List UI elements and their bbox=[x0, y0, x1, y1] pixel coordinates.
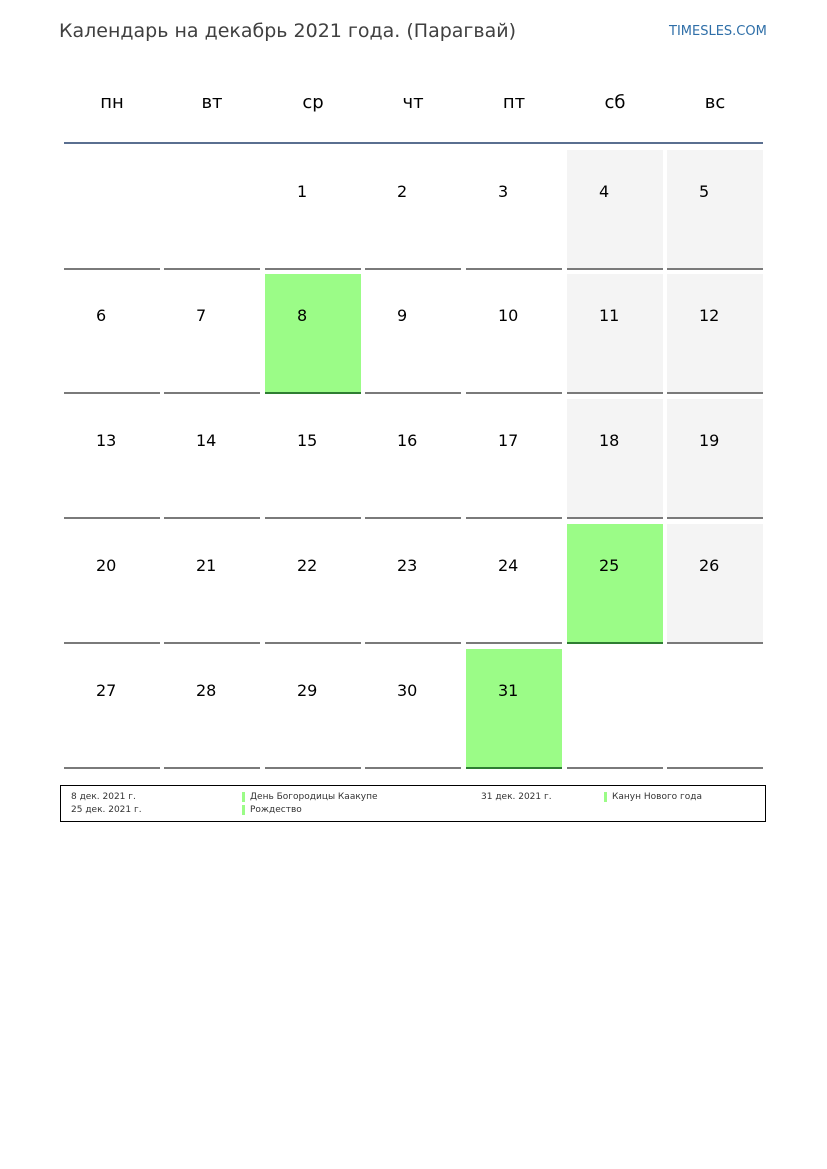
day-cell bbox=[567, 399, 663, 519]
day-number: 16 bbox=[397, 431, 418, 450]
cell-underline bbox=[64, 517, 160, 519]
day-number: 27 bbox=[96, 681, 117, 700]
day-cell bbox=[365, 274, 461, 394]
cell-underline bbox=[365, 392, 461, 394]
day-cell bbox=[64, 649, 160, 769]
day-number: 3 bbox=[498, 182, 509, 201]
cell-underline bbox=[567, 767, 663, 769]
day-cell bbox=[164, 274, 260, 394]
legend-holiday-name: Рождество bbox=[250, 805, 302, 815]
holiday-legend bbox=[60, 785, 766, 822]
day-number: 30 bbox=[397, 681, 418, 700]
cell-underline bbox=[567, 392, 663, 394]
day-number: 13 bbox=[96, 431, 117, 450]
empty-day-cell bbox=[64, 150, 160, 270]
day-number: 6 bbox=[96, 306, 107, 325]
cell-underline bbox=[265, 767, 361, 769]
day-number: 12 bbox=[699, 306, 720, 325]
cell-underline bbox=[466, 517, 562, 519]
day-number: 24 bbox=[498, 556, 519, 575]
legend-date: 25 дек. 2021 г. bbox=[71, 805, 142, 815]
day-number: 5 bbox=[699, 182, 710, 201]
day-cell bbox=[466, 274, 562, 394]
day-number: 14 bbox=[196, 431, 217, 450]
cell-underline bbox=[466, 268, 562, 270]
cell-underline bbox=[64, 642, 160, 644]
day-cell bbox=[64, 274, 160, 394]
empty-day-cell bbox=[567, 649, 663, 769]
day-cell bbox=[667, 524, 763, 644]
empty-day-cell bbox=[667, 649, 763, 769]
day-number: 23 bbox=[397, 556, 418, 575]
site-link[interactable]: TIMESLES.COM bbox=[669, 24, 767, 39]
weekday-label: чт bbox=[402, 92, 424, 113]
day-number: 19 bbox=[699, 431, 720, 450]
day-number: 2 bbox=[397, 182, 408, 201]
day-number: 10 bbox=[498, 306, 519, 325]
day-cell bbox=[64, 524, 160, 644]
day-cell bbox=[667, 274, 763, 394]
cell-underline bbox=[164, 642, 260, 644]
cell-underline bbox=[567, 517, 663, 519]
day-number: 26 bbox=[699, 556, 720, 575]
day-number: 31 bbox=[498, 681, 519, 700]
day-cell bbox=[164, 524, 260, 644]
day-number: 15 bbox=[297, 431, 318, 450]
day-number: 11 bbox=[599, 306, 620, 325]
day-number: 1 bbox=[297, 182, 308, 201]
day-number: 7 bbox=[196, 306, 207, 325]
cell-underline bbox=[667, 392, 763, 394]
cell-underline bbox=[164, 767, 260, 769]
day-cell bbox=[265, 649, 361, 769]
day-cell bbox=[365, 150, 461, 270]
legend-date: 8 дек. 2021 г. bbox=[71, 792, 136, 802]
cell-underline bbox=[466, 767, 562, 769]
day-cell bbox=[64, 399, 160, 519]
empty-day-cell bbox=[164, 150, 260, 270]
cell-underline bbox=[466, 392, 562, 394]
cell-underline bbox=[265, 392, 361, 394]
header-divider bbox=[64, 142, 763, 144]
legend-holiday-name: День Богородицы Каакупе bbox=[250, 792, 378, 802]
cell-underline bbox=[265, 517, 361, 519]
cell-underline bbox=[365, 767, 461, 769]
cell-underline bbox=[265, 642, 361, 644]
day-cell bbox=[567, 274, 663, 394]
day-number: 8 bbox=[297, 306, 308, 325]
day-number: 29 bbox=[297, 681, 318, 700]
cell-underline bbox=[64, 268, 160, 270]
day-cell bbox=[265, 524, 361, 644]
day-cell bbox=[567, 524, 663, 644]
day-cell bbox=[667, 399, 763, 519]
day-cell bbox=[365, 649, 461, 769]
legend-date: 31 дек. 2021 г. bbox=[481, 792, 552, 802]
day-number: 28 bbox=[196, 681, 217, 700]
day-cell bbox=[667, 150, 763, 270]
cell-underline bbox=[365, 517, 461, 519]
legend-holiday-name: Канун Нового года bbox=[612, 792, 703, 802]
page-title: Календарь на декабрь 2021 года. (Парагвай) bbox=[59, 20, 517, 42]
cell-underline bbox=[667, 268, 763, 270]
cell-underline bbox=[164, 392, 260, 394]
day-cell bbox=[365, 399, 461, 519]
legend-color-marker bbox=[242, 805, 245, 815]
day-cell bbox=[466, 150, 562, 270]
weekday-label: вс bbox=[704, 92, 726, 113]
day-cell bbox=[466, 649, 562, 769]
weekday-label: пн bbox=[100, 92, 124, 113]
legend-color-marker bbox=[604, 792, 607, 802]
cell-underline bbox=[667, 767, 763, 769]
cell-underline bbox=[667, 517, 763, 519]
cell-underline bbox=[567, 642, 663, 644]
day-number: 4 bbox=[599, 182, 610, 201]
weekday-label: ср bbox=[302, 92, 324, 113]
legend-color-marker bbox=[242, 792, 245, 802]
day-cell bbox=[164, 649, 260, 769]
day-number: 21 bbox=[196, 556, 217, 575]
day-cell bbox=[466, 399, 562, 519]
day-cell bbox=[265, 150, 361, 270]
day-number: 25 bbox=[599, 556, 620, 575]
day-number: 20 bbox=[96, 556, 117, 575]
cell-underline bbox=[365, 268, 461, 270]
cell-underline bbox=[567, 268, 663, 270]
weekday-label: вт bbox=[201, 92, 223, 113]
cell-underline bbox=[466, 642, 562, 644]
day-cell bbox=[466, 524, 562, 644]
cell-underline bbox=[667, 642, 763, 644]
cell-underline bbox=[64, 392, 160, 394]
cell-underline bbox=[265, 268, 361, 270]
cell-underline bbox=[365, 642, 461, 644]
day-cell bbox=[265, 274, 361, 394]
day-number: 17 bbox=[498, 431, 519, 450]
weekday-label: пт bbox=[502, 92, 526, 113]
day-number: 9 bbox=[397, 306, 408, 325]
cell-underline bbox=[64, 767, 160, 769]
day-cell bbox=[164, 399, 260, 519]
day-cell bbox=[265, 399, 361, 519]
day-number: 18 bbox=[599, 431, 620, 450]
cell-underline bbox=[164, 517, 260, 519]
day-cell bbox=[365, 524, 461, 644]
day-number: 22 bbox=[297, 556, 318, 575]
cell-underline bbox=[164, 268, 260, 270]
day-cell bbox=[567, 150, 663, 270]
weekday-label: сб bbox=[604, 92, 626, 113]
